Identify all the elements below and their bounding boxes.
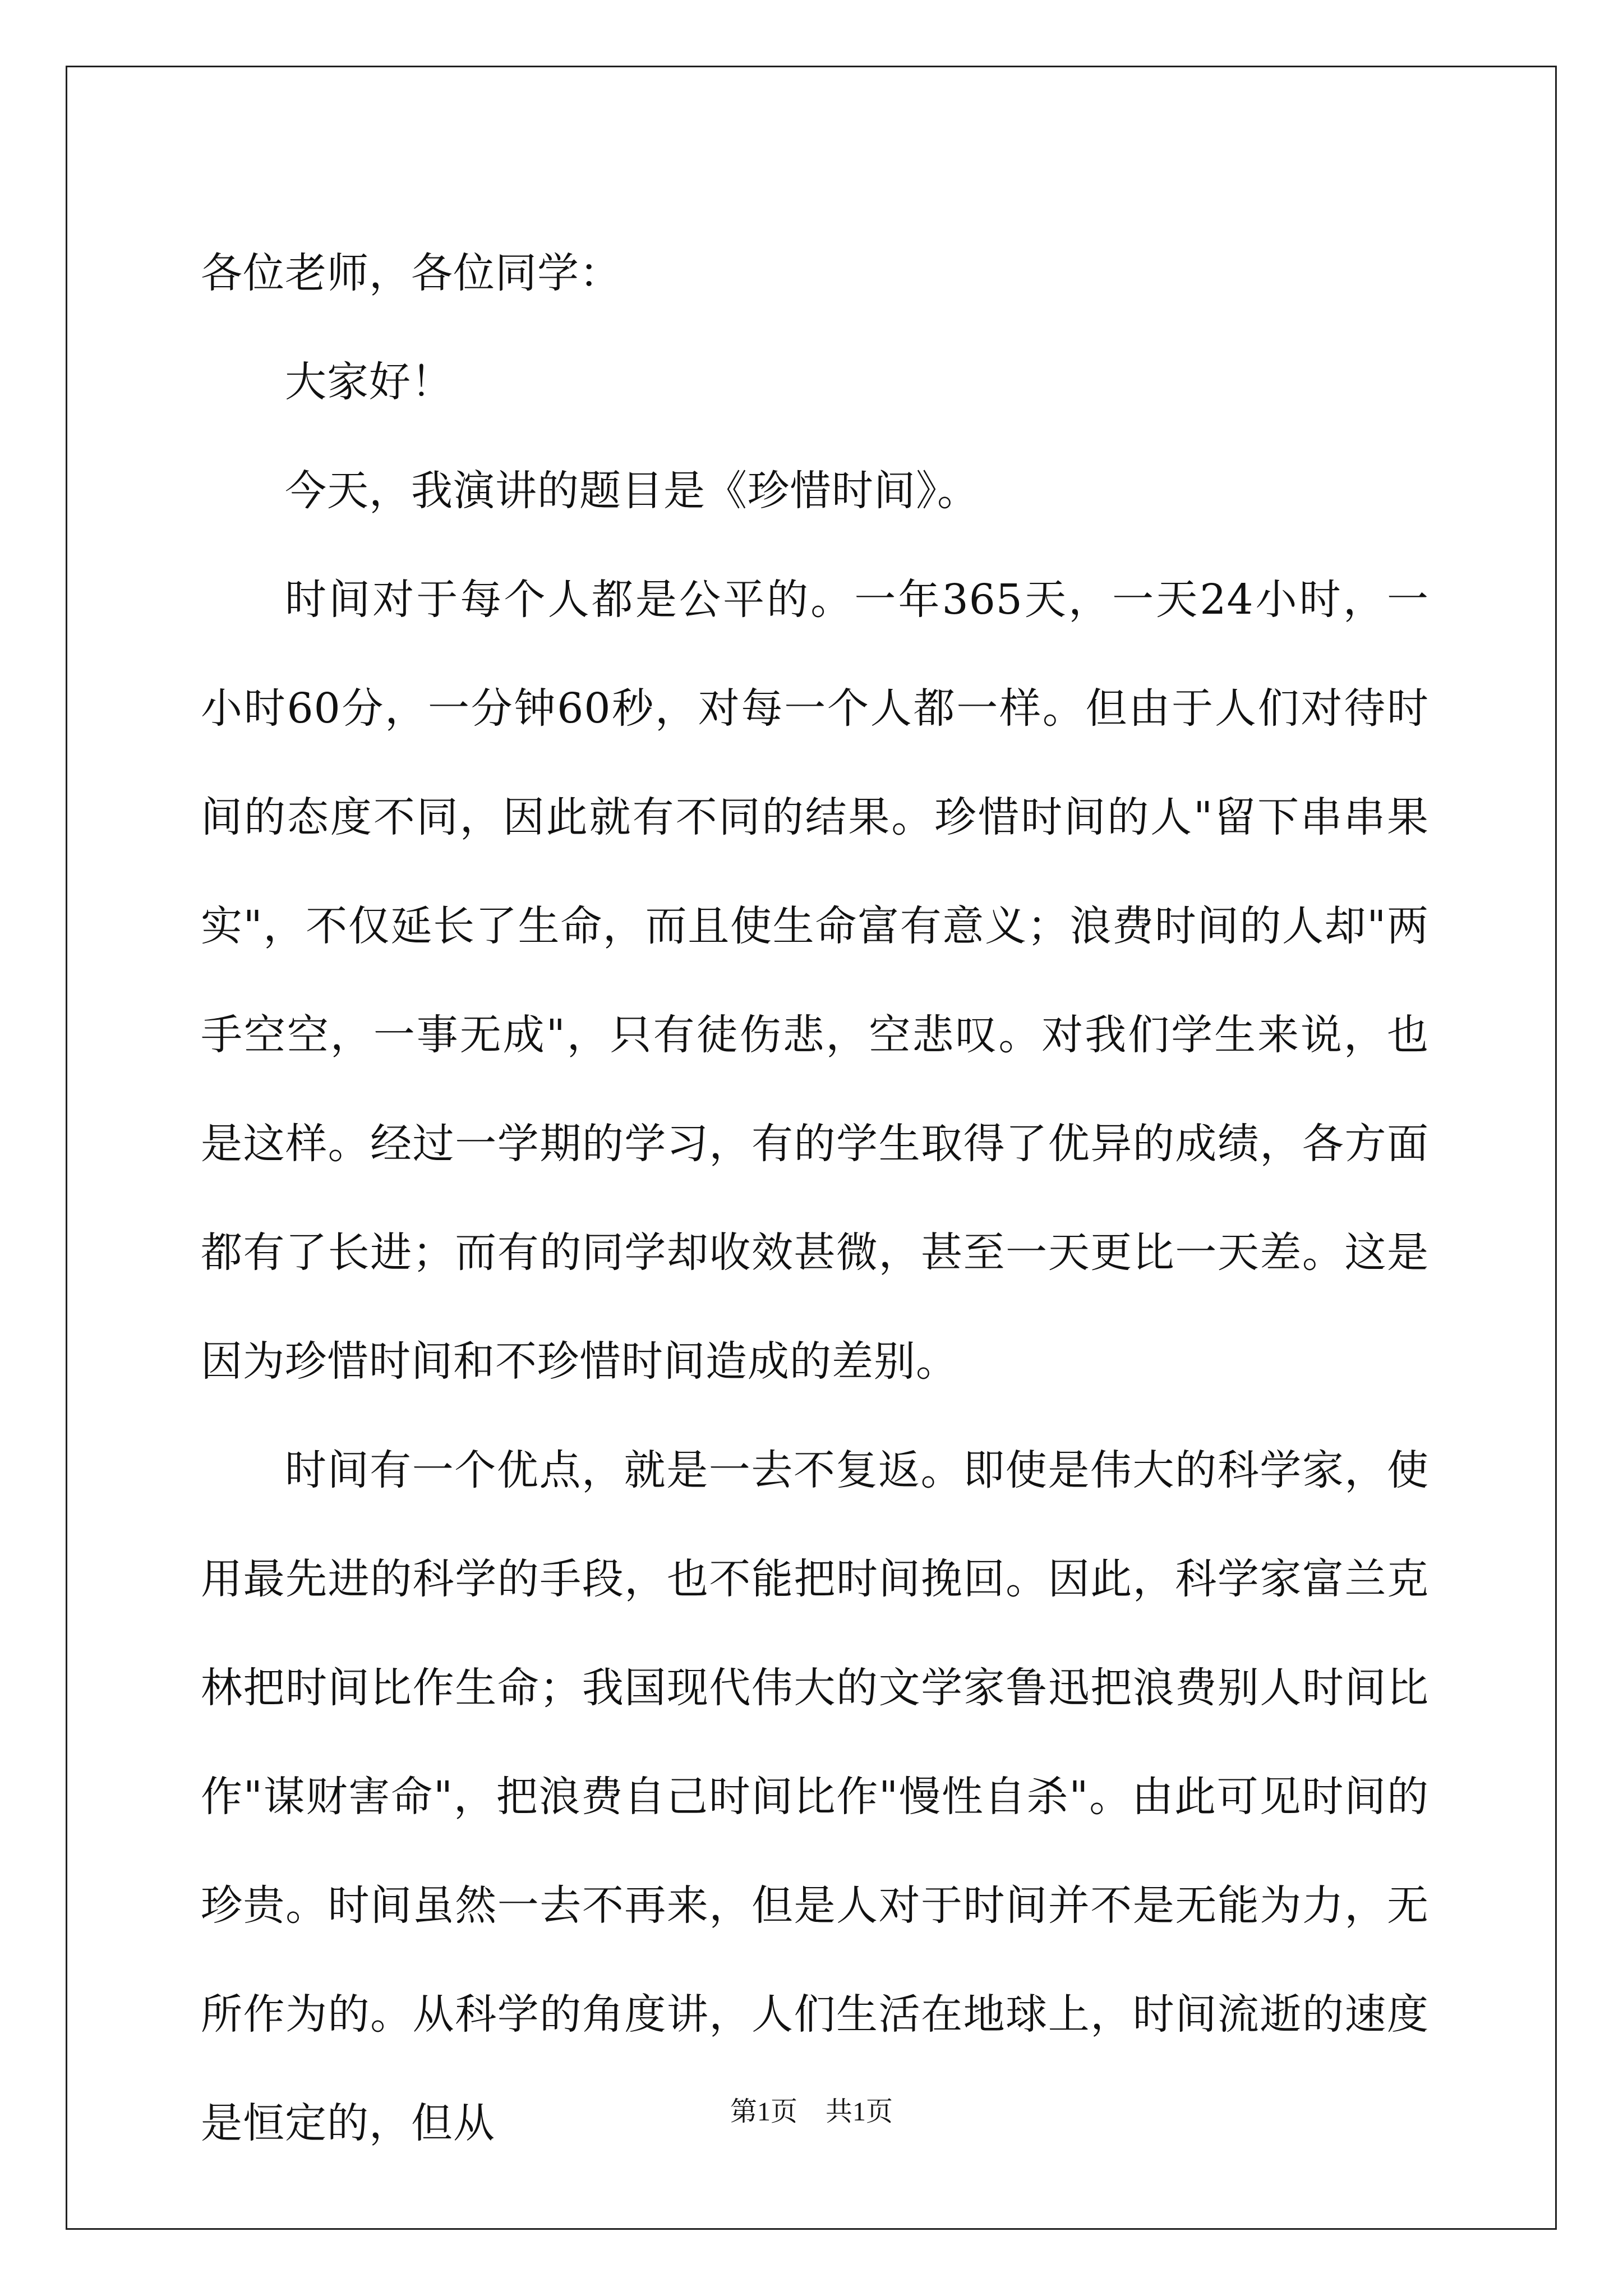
paragraph-fairness: 时间对于每个人都是公平的。一年365天，一天24小时，一小时60分，一分钟60秒，对每一个人都一样。但由于人们对待时间的态度不同，因此就有不同的结果。珍惜时间的人"留下串串果实"，不仅延长了生命，而且使生命富有意义；浪费时间的人却"两手空空，一事无成"，只有徒伤悲，空悲叹。对我们学生来说，也是这样。经过一学期的学习，有的学生取得了优异的成绩，各方面都有了长进；而有的同学却收效甚微，甚至一天更比一天差。这是因为珍惜时间和不珍惜时间造成的差别。	[201, 576, 1429, 1386]
salutation: 各位老师，各位同学：	[201, 249, 621, 297]
page-total: 共1页	[826, 2097, 893, 2127]
page-footer	[0, 2090, 1623, 2128]
page-number: 第1页	[730, 2097, 797, 2127]
document-body	[201, 219, 1429, 2178]
paragraph-title: 今天，我演讲的题目是《珍惜时间》。	[285, 467, 979, 515]
paragraph-greeting: 大家好！	[285, 358, 453, 406]
paragraph-irreversible: 时间有一个优点，就是一去不复返。即使是伟大的科学家，使用最先进的科学的手段，也不能把时间挽回。因此，科学家富兰克林把时间比作生命；我国现代伟大的文学家鲁迅把浪费别人时间比作"谋财害命"，把浪费自己时间比作"慢性自杀"。由此可见时间的珍贵。时间虽然一去不再来，但是人对于时间并不是无能为力，无所作为的。从科学的角度讲，人们生活在地球上，时间流逝的速度是恒定的，但从	[201, 1446, 1429, 2147]
